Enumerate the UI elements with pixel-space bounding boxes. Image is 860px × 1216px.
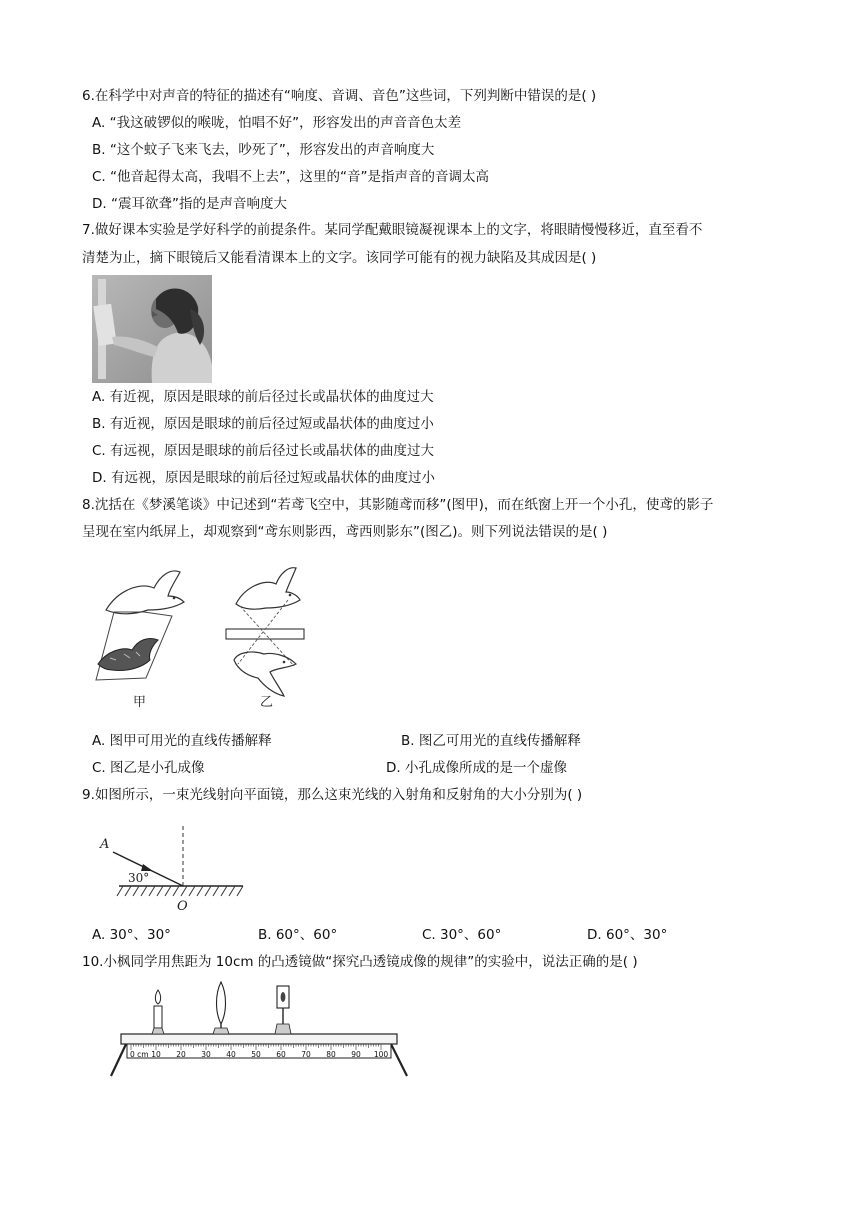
q9-angle-label: 30°: [128, 871, 150, 885]
q8-option-a: A. 图甲可用光的直线传播解释: [92, 733, 272, 749]
figure-jia: [96, 571, 184, 680]
q7-option-d: D. 有远视，原因是眼球的前后径过短或晶状体的曲度过小: [92, 470, 435, 486]
convex-lens: [213, 982, 229, 1034]
ruler-label: 0 cm: [130, 1050, 149, 1059]
ruler-label: 60: [276, 1050, 286, 1059]
q9-point-a: A: [100, 837, 110, 852]
q6-option-a: A. “我这破锣似的喉咙，怕唱不好”，形容发出的声音音色太差: [92, 115, 462, 131]
ruler-label: 90: [351, 1050, 361, 1059]
q7-option-a: A. 有近视，原因是眼球的前后径过长或晶状体的曲度过大: [92, 389, 434, 405]
candle: [152, 990, 164, 1034]
ruler-label: 70: [301, 1050, 311, 1059]
q9-option-d: D. 60°、30°: [587, 927, 668, 943]
ruler-label: 20: [176, 1050, 186, 1059]
ruler-label: 80: [326, 1050, 336, 1059]
q9-option-c: C. 30°、60°: [422, 927, 502, 943]
q9-point-o: O: [177, 899, 188, 914]
q8-label-yi: 乙: [260, 695, 274, 710]
ruler-label: 100: [373, 1050, 389, 1059]
q7-stem-line1: 7.做好课本实验是学好科学的前提条件。某同学配戴眼镜凝视课本上的文字，将眼睛慢慢移近，直至看不: [82, 222, 703, 238]
q8-kite-shadow-figure: [88, 560, 318, 715]
ruler-label: 30: [201, 1050, 211, 1059]
ray-arrow-icon: [141, 864, 153, 871]
q6-stem: 6.在科学中对声音的特征的描述有“响度、音调、音色”这些词，下列判断中错误的是( ): [82, 88, 597, 104]
q8-option-c: C. 图乙是小孔成像: [92, 760, 205, 776]
q7-student-reading-photo: [92, 275, 212, 383]
q6-option-c: C. “他音起得太高，我唱不上去”，这里的“音”是指声音的音调太高: [92, 169, 489, 185]
q8-label-jia: 甲: [133, 695, 147, 710]
q10-optical-bench-figure: [105, 980, 415, 1080]
q9-option-a: A. 30°、30°: [92, 927, 171, 943]
mirror-hatching: [117, 886, 243, 896]
ruler-label: 50: [251, 1050, 261, 1059]
q6-option-d: D. “震耳欲聋”指的是声音响度大: [92, 196, 287, 212]
light-screen: [275, 986, 291, 1034]
q10-stem: 10.小枫同学用焦距为 10cm 的凸透镜做“探究凸透镜成像的规律”的实验中，说法正确的是( ): [82, 954, 638, 970]
q6-option-b: B. “这个蚊子飞来飞去，吵死了”，形容发出的声音响度大: [92, 142, 435, 158]
optical-bench: [121, 1034, 397, 1044]
q9-option-b: B. 60°、60°: [258, 927, 338, 943]
q9-stem: 9.如图所示，一束光线射向平面镜，那么这束光线的入射角和反射角的大小分别为( ): [82, 787, 583, 803]
q9-plane-mirror-figure: [95, 824, 250, 916]
q7-stem-line2: 清楚为止，摘下眼镜后又能看清课本上的文字。该同学可能有的视力缺陷及其成因是( ): [82, 250, 597, 266]
q8-stem-line1: 8.沈括在《梦溪笔谈》中记述到“若鸢飞空中，其影随鸢而移”(图甲)，而在纸窗上开一个小孔，使鸢的影子: [82, 497, 714, 513]
q7-option-c: C. 有远视，原因是眼球的前后径过长或晶状体的曲度过大: [92, 443, 435, 459]
ruler-label: 40: [226, 1050, 236, 1059]
q8-stem-line2: 呈现在室内纸屏上，却观察到“鸢东则影西，鸢西则影东”(图乙)。则下列说法错误的是( ): [82, 524, 608, 540]
figure-yi: [226, 568, 304, 696]
ruler-label: 10: [151, 1050, 161, 1059]
q8-option-b: B. 图乙可用光的直线传播解释: [401, 733, 581, 749]
q7-option-b: B. 有近视，原因是眼球的前后径过短或晶状体的曲度过小: [92, 416, 434, 432]
q8-option-d: D. 小孔成像所成的是一个虚像: [386, 760, 567, 776]
